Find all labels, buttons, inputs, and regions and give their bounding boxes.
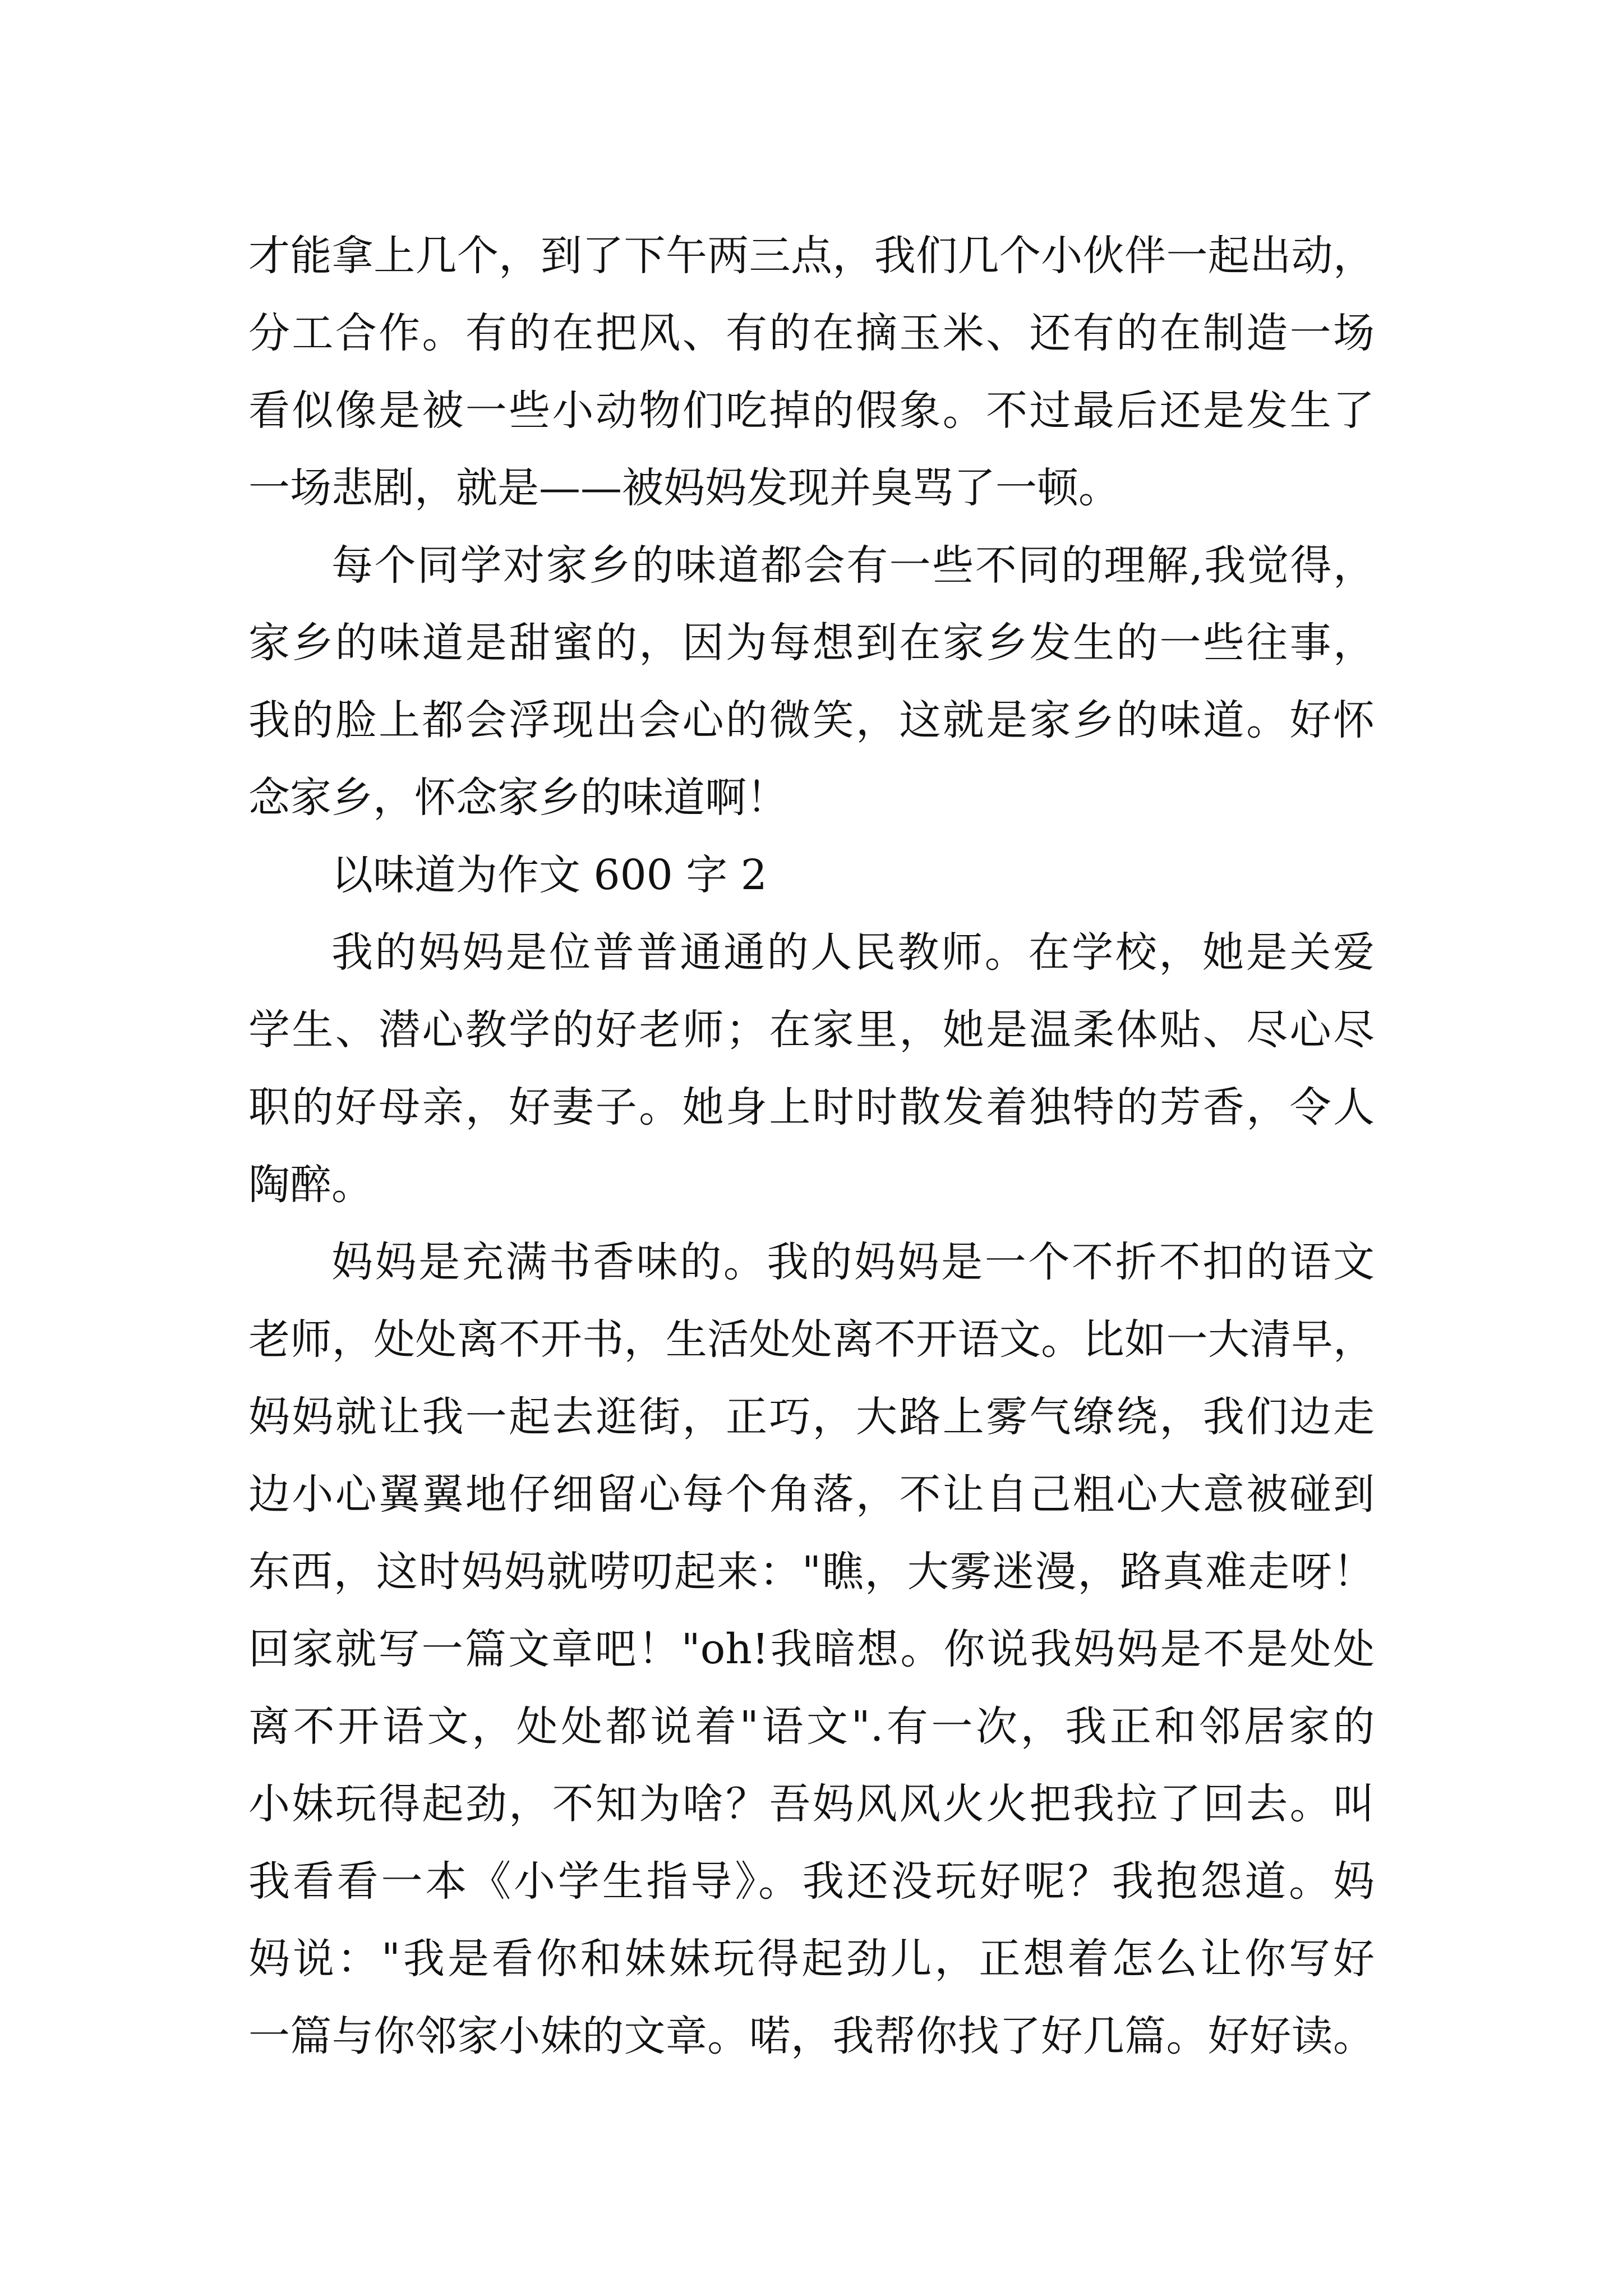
document-body xyxy=(248,217,1375,2075)
text-line: 东西，这时妈妈就唠叨起来："瞧，大雾迷漫，路真难走呀！ xyxy=(248,1548,1375,1596)
text-line: 每个同学对家乡的味道都会有一些不同的理解,我觉得， xyxy=(331,541,1375,590)
text-line: 职的好母亲，好妻子。她身上时时散发着独特的芳香，令人 xyxy=(248,1083,1375,1131)
text-line: 小妹玩得起劲，不知为啥？吾妈风风火火把我拉了回去。叫 xyxy=(248,1780,1375,1828)
text-line: 我的脸上都会浮现出会心的微笑，这就是家乡的味道。好怀 xyxy=(248,696,1375,744)
text-line: 陶醉。 xyxy=(248,1161,373,1209)
text-line: 妈说："我是看你和妹妹玩得起劲儿，正想着怎么让你写好 xyxy=(248,1935,1375,1983)
text-line: 学生、潜心教学的好老师；在家里，她是温柔体贴、尽心尽 xyxy=(248,1006,1375,1054)
text-line: 家乡的味道是甜蜜的，因为每想到在家乡发生的一些往事， xyxy=(248,619,1375,667)
paragraph xyxy=(248,914,1375,1223)
text-line: 边小心翼翼地仔细留心每个角落，不让自己粗心大意被碰到 xyxy=(248,1470,1375,1519)
text-line: 才能拿上几个，到了下午两三点，我们几个小伙伴一起出动， xyxy=(248,232,1375,280)
text-line: 念家乡，怀念家乡的味道啊！ xyxy=(248,774,788,822)
paragraph-continued xyxy=(248,217,1375,527)
paragraph xyxy=(248,1223,1375,2075)
paragraph xyxy=(248,527,1375,836)
text-line: 一场悲剧，就是——被妈妈发现并臭骂了一顿。 xyxy=(248,464,1120,512)
text-line: 妈妈就让我一起去逛街，正巧，大路上雾气缭绕，我们边走 xyxy=(248,1393,1375,1441)
text-line: 看似像是被一些小动物们吃掉的假象。不过最后还是发生了 xyxy=(248,386,1375,435)
text-line: 分工合作。有的在把风、有的在摘玉米、还有的在制造一场 xyxy=(248,309,1375,357)
text-line: 一篇与你邻家小妹的文章。喏，我帮你找了好几篇。好好读。 xyxy=(248,2012,1375,2060)
text-line: 离不开语文，处处都说着"语文".有一次，我正和邻居家的 xyxy=(248,1703,1375,1751)
text-line: 妈妈是充满书香味的。我的妈妈是一个不折不扣的语文 xyxy=(331,1238,1375,1286)
section-title-text: 以味道为作文 600 字 2 xyxy=(331,851,767,899)
text-line: 我的妈妈是位普普通通的人民教师。在学校，她是关爱 xyxy=(331,928,1375,977)
text-line: 回家就写一篇文章吧！"oh!我暗想。你说我妈妈是不是处处 xyxy=(248,1625,1375,1673)
section-title xyxy=(248,836,1375,914)
text-line: 我看看一本《小学生指导》。我还没玩好呢？我抱怨道。妈 xyxy=(248,1857,1375,1906)
text-line: 老师，处处离不开书，生活处处离不开语文。比如一大清早， xyxy=(248,1315,1375,1364)
